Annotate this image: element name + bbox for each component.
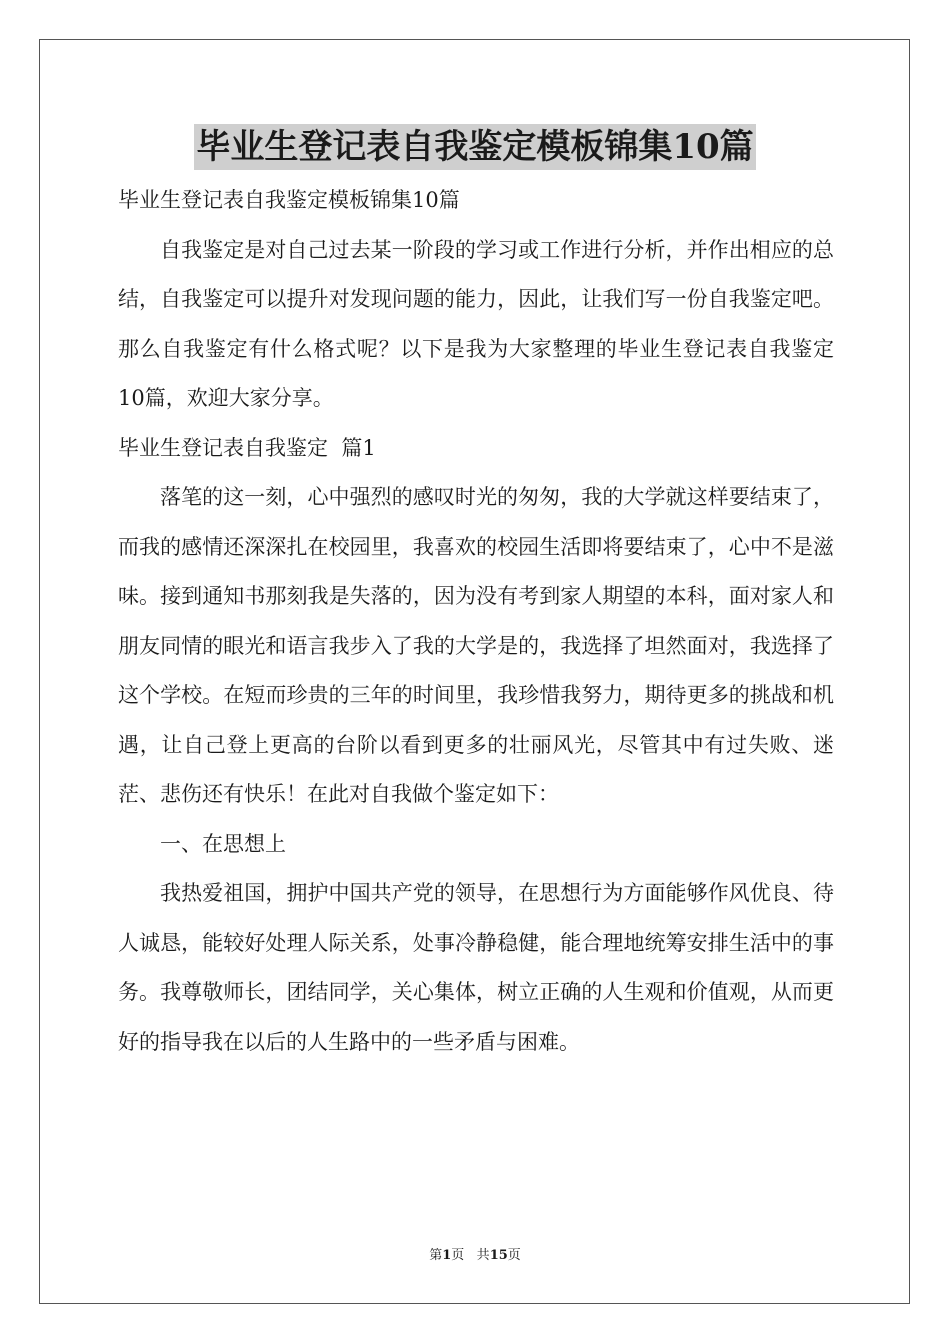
subheading-paragraph: 我热爱祖国，拥护中国共产党的领导，在思想行为方面能够作风优良、待人诚恳，能较好处理人际关系，处事冷静稳健，能合理地统筹安排生活中的事务。我尊敬师长，团结同学，关心集体，树立正确的人生观和价值观，从而更好的指导我在以后的人生路中的一些矛盾与困难。 [118,881,834,1054]
subheading: 一、在思想上 [160,831,286,856]
page-footer [0,1247,950,1265]
total-pages: 15 [489,1248,508,1263]
total-prefix: 共 [476,1248,490,1263]
page-prefix: 第 [429,1248,443,1263]
section-paragraph: 落笔的这一刻，心中强烈的感叹时光的匆匆，我的大学就这样要结束了，而我的感情还深深扎在校园里，我喜欢的校园生活即将要结束了，心中不是滋味。接到通知书那刻我是失落的，因为没有考到家人期望的本科，面对家人和朋友同情的眼光和语言我步入了我的大学是的，我选择了坦然面对，我选择了这个学校。在短而珍贵的三年的时间里，我珍惜我努力，期待更多的挑战和机遇，让自己登上更高的台阶以看到更多的壮丽风光，尽管其中有过失败、迷茫、悲伤还有快乐！在此对自我做个鉴定如下： [118,485,834,806]
document-title: 毕业生登记表自我鉴定模板锦集10篇 [194,124,755,170]
document-subtitle: 毕业生登记表自我鉴定模板锦集10篇 [118,188,460,212]
intro-paragraph: 自我鉴定是对自己过去某一阶段的学习或工作进行分析，并作出相应的总结，自我鉴定可以提升对发现问题的能力，因此，让我们写一份自我鉴定吧。那么自我鉴定有什么格式呢？以下是我为大家整理的毕业生登记表自我鉴定10篇，欢迎大家分享。 [118,237,834,410]
total-suffix: 页 [507,1248,521,1263]
section-heading: 毕业生登记表自我鉴定 篇1 [118,435,376,460]
page-number: 1 [442,1248,452,1263]
document-body [118,176,834,1067]
title-container [0,124,950,170]
page-suffix: 页 [451,1248,465,1263]
